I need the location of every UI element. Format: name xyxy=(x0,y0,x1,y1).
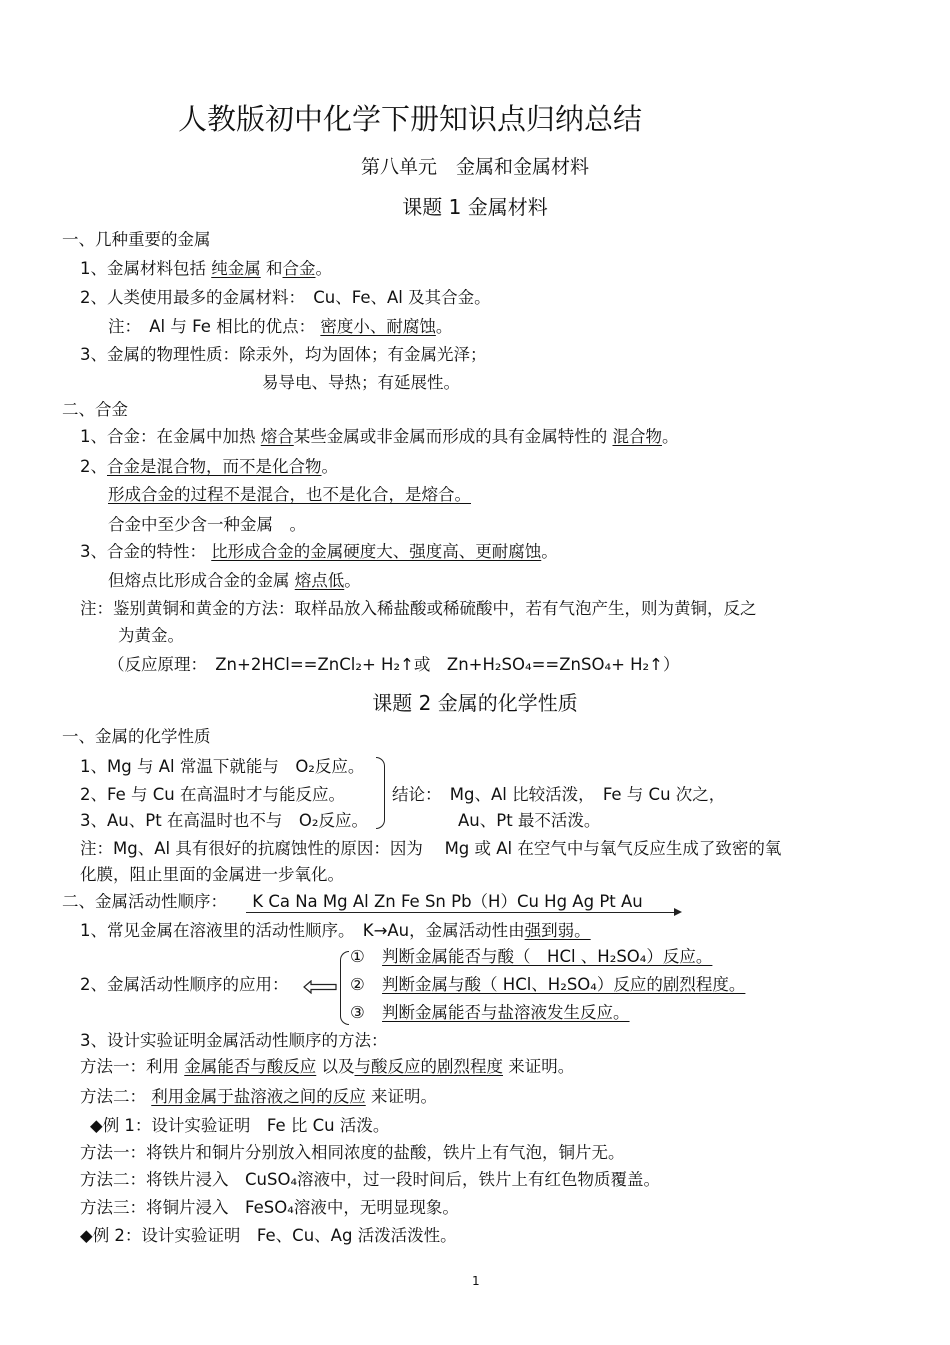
answer-blank: 与酸反应的剧烈程度 xyxy=(354,1057,503,1076)
text: 某些金属或非金属而形成的具有金属特性的 xyxy=(293,427,608,446)
section-heading xyxy=(62,891,643,913)
text: 。 xyxy=(662,427,679,446)
text: ② xyxy=(350,975,365,994)
method-line: 方法二：将铁片浸入 CuSO₄溶液中，过一段时间后，铁片上有红色物质覆盖。 xyxy=(80,1170,661,1189)
answer-blank: 合金是混合物，而不是化合物 xyxy=(107,457,322,476)
text: 注： Al 与 Fe 相比的优点： xyxy=(108,317,316,336)
answer-blank: 混合物 xyxy=(612,427,662,446)
answer-blank: 金属能否与酸反应 xyxy=(184,1057,317,1076)
application-item xyxy=(350,1002,630,1024)
method-line xyxy=(80,1086,437,1108)
note xyxy=(108,316,452,338)
list-item: 2、金属活动性顺序的应用： xyxy=(80,975,289,994)
answer-blank: 强到弱。 xyxy=(524,921,591,940)
answer-blank: 合金 xyxy=(282,259,316,278)
list-item xyxy=(80,258,332,280)
text: 。 xyxy=(541,542,558,561)
answer-blank: 利用金属于盐溶液之间的反应 xyxy=(151,1087,366,1106)
answer-blank: 密度小、耐腐蚀 xyxy=(320,317,436,336)
note: 注：Mg、Al 具有很好的抗腐蚀性的原因：因为 Mg 或 Al 在空气中与氧气反应生成了致密的氧 xyxy=(80,839,782,858)
list-item: 1、Mg 与 Al 常温下就能与 O₂反应。 xyxy=(80,757,365,776)
application-item xyxy=(350,974,745,996)
answer-blank: 纯金属 xyxy=(211,259,261,278)
example-heading: ◆例 1：设计实验证明 Fe 比 Cu 活泼。 xyxy=(90,1116,390,1135)
list-item: 3、金属的物理性质：除汞外，均为固体；有金属光泽； xyxy=(80,345,487,364)
section-heading: 一、几种重要的金属 xyxy=(62,230,211,249)
text: 3、合金的特性： xyxy=(80,542,206,561)
text: 二、金属活动性顺序： xyxy=(62,892,227,911)
list-item xyxy=(80,541,558,563)
list-item xyxy=(80,456,338,478)
application-item xyxy=(350,946,712,968)
right-brace xyxy=(376,757,385,829)
page-number: 1 xyxy=(472,1274,480,1288)
activity-series: K Ca Na Mg Al Zn Fe Sn Pb（H）Cu Hg Ag Pt Au xyxy=(252,892,643,911)
note: 注：鉴别黄铜和黄金的方法：取样品放入稀盐酸或稀硫酸中，若有气泡产生，则为黄铜，反之 xyxy=(80,599,757,618)
text: 来证明。 xyxy=(371,1087,437,1106)
text: 。 xyxy=(344,571,361,590)
text: ③ xyxy=(350,1003,365,1022)
text: 。 xyxy=(315,259,332,278)
answer-line: 形成合金的过程不是混合，也不是化合，是熔合。 xyxy=(108,485,471,504)
page-title: 人教版初中化学下册知识点归纳总结 xyxy=(178,102,643,136)
text: ① xyxy=(350,947,365,966)
text: 方法二： xyxy=(80,1087,146,1106)
answer-blank: 比形成合金的金属硬度大、强度高、更耐腐蚀 xyxy=(211,542,542,561)
double-arrow-icon xyxy=(303,980,337,994)
list-item-continued: 易导电、导热；有延展性。 xyxy=(262,373,460,392)
text: 和 xyxy=(266,259,283,278)
answer-blank: 判断金属能否与盐溶液发生反应。 xyxy=(382,1003,630,1022)
text: 1、常见金属在溶液里的活动性顺序。 K→Au，金属活动性由 xyxy=(80,921,525,940)
left-brace xyxy=(340,951,349,1025)
arrow-right-icon xyxy=(674,908,682,916)
example-heading: ◆例 2：设计实验证明 Fe、Cu、Ag 活泼活泼性。 xyxy=(80,1226,457,1245)
text: 来证明。 xyxy=(508,1057,575,1076)
unit-heading: 第八单元 金属和金属材料 xyxy=(360,156,589,178)
answer-blank: 熔点低 xyxy=(294,571,345,590)
text: 但熔点比形成合金的金属 xyxy=(108,571,290,590)
answer-blank: 判断金属能否与酸（ HCl 、H₂SO₄）反应。 xyxy=(382,947,713,966)
list-item: 3、Au、Pt 在高温时也不与 O₂反应。 xyxy=(80,811,369,830)
text: 1、金属材料包括 xyxy=(80,259,206,278)
method-line: 方法三：将铜片浸入 FeSO₄溶液中，无明显现象。 xyxy=(80,1198,459,1217)
method-line xyxy=(80,1056,574,1078)
list-item xyxy=(80,920,591,942)
activity-arrow-line xyxy=(246,912,674,913)
conclusion: 结论： Mg、Al 比较活泼， Fe 与 Cu 次之， xyxy=(392,785,726,804)
text: 以及 xyxy=(321,1057,355,1076)
list-item: 3、设计实验证明金属活动性顺序的方法： xyxy=(80,1031,388,1050)
reaction-principle: （反应原理： Zn+2HCl==ZnCl₂+ H₂↑或 Zn+H₂SO₄==ZnSO₄+ H₂↑） xyxy=(108,655,680,674)
note-continued: 为黄金。 xyxy=(118,626,184,645)
note-continued: 化膜，阻止里面的金属进一步氧化。 xyxy=(80,865,344,884)
list-item: 2、人类使用最多的金属材料： Cu、Fe、Al 及其合金。 xyxy=(80,288,491,307)
lesson-1-heading: 课题 1 金属材料 xyxy=(402,195,548,219)
conclusion-continued: Au、Pt 最不活泼。 xyxy=(458,811,601,830)
answer-blank: 判断金属与酸（ HCl、H₂SO₄）反应的剧烈程度。 xyxy=(382,975,746,994)
lesson-2-heading: 课题 2 金属的化学性质 xyxy=(372,691,578,715)
text: 方法一：利用 xyxy=(80,1057,179,1076)
text-line: 合金中至少含一种金属 。 xyxy=(108,515,306,534)
text: 2、 xyxy=(80,457,107,476)
list-item: 2、Fe 与 Cu 在高温时才与能反应。 xyxy=(80,785,345,804)
text: 1、合金：在金属中加热 xyxy=(80,427,256,446)
list-item xyxy=(80,426,679,448)
section-heading: 一、金属的化学性质 xyxy=(62,727,211,746)
method-line: 方法一：将铁片和铜片分别放入相同浓度的盐酸，铁片上有气泡，铜片无。 xyxy=(80,1143,625,1162)
text: 。 xyxy=(321,457,338,476)
text: 。 xyxy=(435,317,453,336)
text-line xyxy=(108,570,361,592)
section-heading: 二、合金 xyxy=(62,400,128,419)
answer-blank: 熔合 xyxy=(260,427,294,446)
